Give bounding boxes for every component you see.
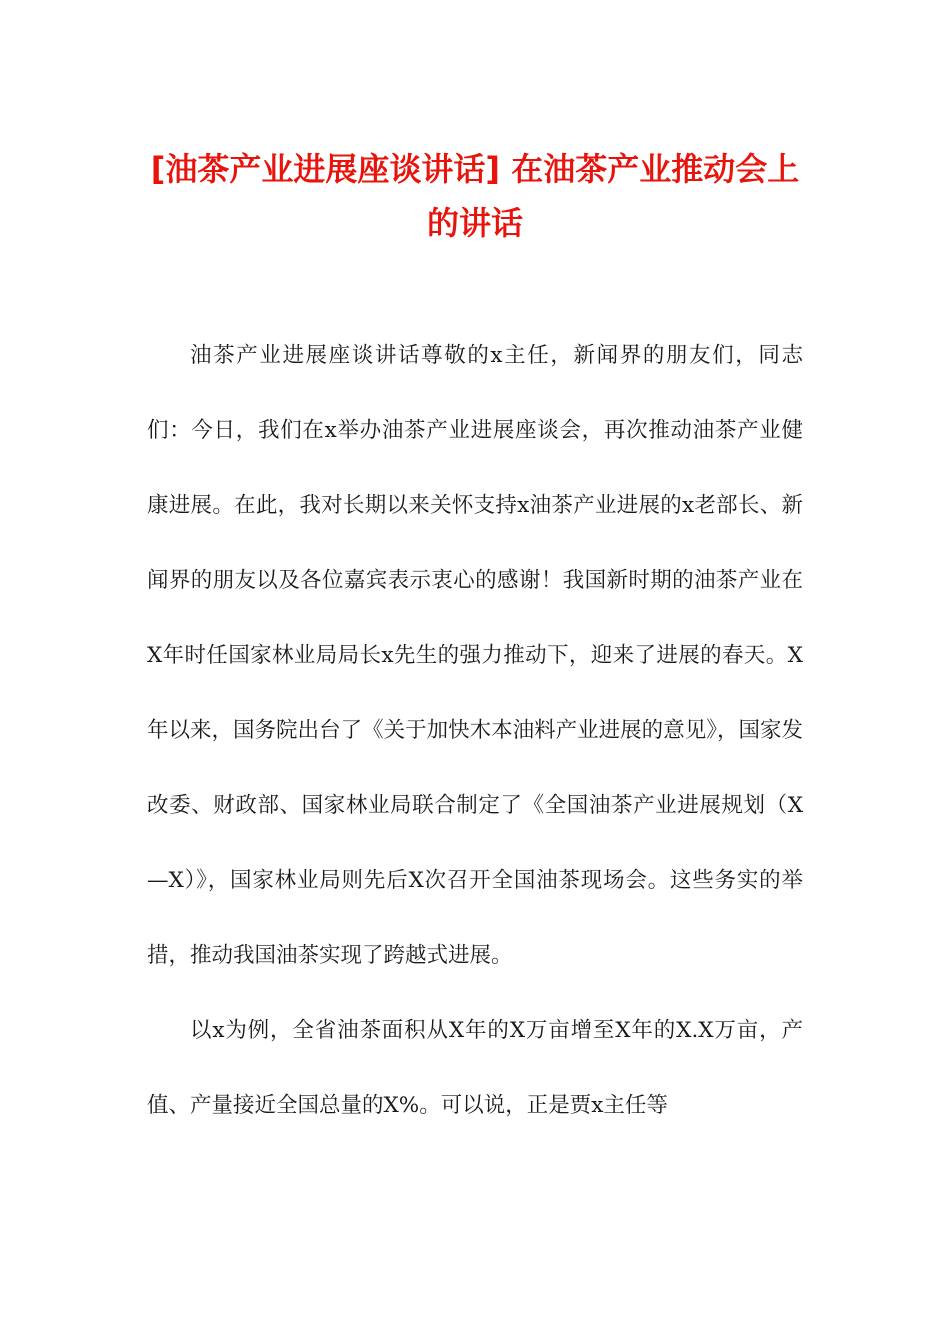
paragraph-1: 油茶产业进展座谈讲话尊敬的x主任，新闻界的朋友们，同志们：今日，我们在x举办油茶产业进展座谈会，再次推动油茶产业健康进展。在此，我对长期以来关怀支持x油茶产业进展的x老部长、新闻界的朋友以及各位嘉宾表示衷心的感谢！我国新时期的油茶产业在X年时任国家林业局局长x先生的强力推动下，迎来了进展的春天。X年以来，国务院出台了《关于加快木本油料产业进展的意见》，国家发改委、财政部、国家林业局联合制定了《全国油茶产业进展规划（X—X）》，国家林业局则先后X次召开全国油茶现场会。这些务实的举措，推动我国油茶实现了跨越式进展。 xyxy=(147,343,803,968)
document-body xyxy=(147,318,803,1143)
document-title: [油茶产业进展座谈讲话] 在油茶产业推动会上的讲话 xyxy=(150,150,800,242)
paragraph-2: 以x为例，全省油茶面积从X年的X万亩增至X年的X.X万亩，产值、产量接近全国总量的X%。可以说，正是贾x主任等 xyxy=(147,1018,803,1118)
